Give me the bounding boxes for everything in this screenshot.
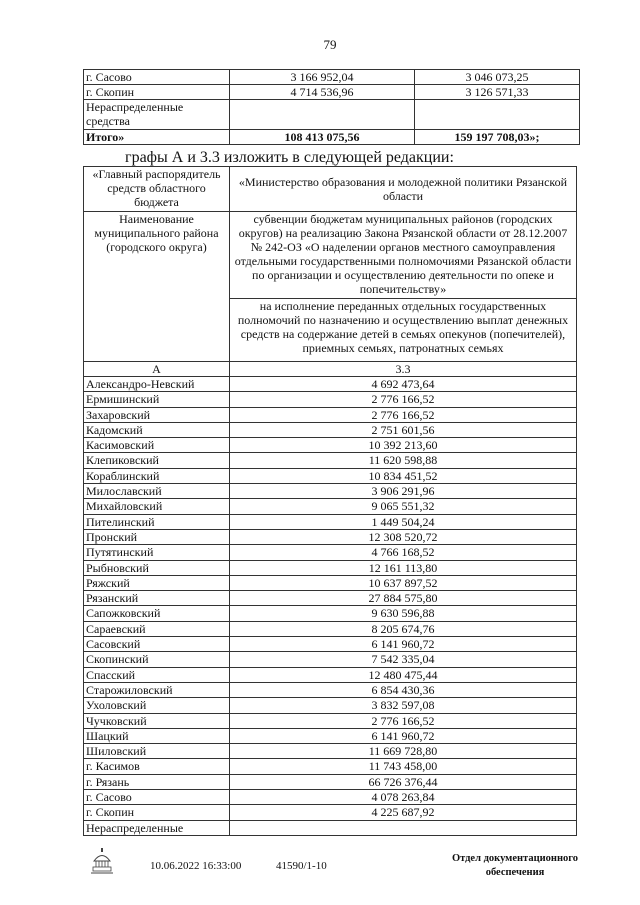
value-1 (230, 100, 415, 130)
subvention-value: 12 161 113,80 (230, 560, 577, 575)
subvention-value: 2 776 166,52 (230, 407, 577, 422)
subvention-value: 1 449 504,24 (230, 514, 577, 529)
subvention-value: 4 692 473,64 (230, 377, 577, 392)
table-row (84, 484, 577, 499)
table-row (84, 652, 577, 667)
district-name: Сараевский (84, 621, 230, 636)
district-name: Рыбновский (84, 560, 230, 575)
district-name: Захаровский (84, 407, 230, 422)
subvention-value: 2 776 166,52 (230, 392, 577, 407)
table-row (84, 713, 577, 728)
value-2 (415, 100, 580, 130)
purpose-text: на исполнение переданных отдельных государственных полномочий по назначению и осуществлению выплат денежных средств на содержание детей в семьях опекунов (попечителей), приемных семьях, патронатных семьях (230, 299, 577, 362)
department-label: Отдел документационного обеспечения (451, 853, 579, 878)
value-2: 3 046 073,25 (415, 70, 580, 85)
value-1: 4 714 536,96 (230, 85, 415, 100)
subvention-text: субвенции бюджетам муниципальных районов (городских округов) на реализацию Закона Рязанской области от 28.12.2007 № 242-ОЗ «О наделении органов местного самоуправления отдельными государственными полномочиями Рязанской области по организации и осуществлению деятельности по опеке и попечительству» (230, 212, 577, 299)
subvention-value: 3 832 597,08 (230, 698, 577, 713)
subvention-value: 8 205 674,76 (230, 621, 577, 636)
totals-table (83, 69, 580, 145)
table-row (84, 70, 580, 85)
district-name: Клепиковский (84, 453, 230, 468)
district-name: Кораблинский (84, 468, 230, 483)
table-row (84, 100, 580, 130)
district-name: Касимовский (84, 438, 230, 453)
col-a-label: А (84, 362, 230, 377)
document-number: 41590/1-10 (276, 860, 327, 872)
total-label: Итого» (84, 130, 230, 145)
table-row (84, 728, 577, 743)
subvention-value: 2 751 601,56 (230, 422, 577, 437)
district-name: Путятинский (84, 545, 230, 560)
subvention-value: 11 669 728,80 (230, 744, 577, 759)
district-name: Шиловский (84, 744, 230, 759)
table-row (84, 805, 577, 820)
subvention-value: 27 884 575,80 (230, 591, 577, 606)
table-row (84, 422, 577, 437)
district-name: Ухоловский (84, 698, 230, 713)
table-row (84, 545, 577, 560)
table-row (84, 377, 577, 392)
district-name: Кадомский (84, 422, 230, 437)
table-row (84, 667, 577, 682)
subvention-value: 4 766 168,52 (230, 545, 577, 560)
value-2: 3 126 571,33 (415, 85, 580, 100)
subvention-value: 10 637 897,52 (230, 575, 577, 590)
header-right: «Министерство образования и молодежной политики Рязанской области (230, 167, 577, 212)
table-row (84, 682, 577, 697)
district-name: Пронский (84, 529, 230, 544)
page-number: 79 (323, 37, 337, 52)
table-row (84, 392, 577, 407)
table-row (84, 529, 577, 544)
district-name: г. Скопин (84, 85, 230, 100)
table-row (84, 560, 577, 575)
subvention-value: 10 834 451,52 (230, 468, 577, 483)
table-row (84, 453, 577, 468)
subvention-value: 10 392 213,60 (230, 438, 577, 453)
table-row (84, 759, 577, 774)
value-1: 3 166 952,04 (230, 70, 415, 85)
subvention-row (84, 212, 577, 299)
table-row (84, 606, 577, 621)
table-row (84, 438, 577, 453)
district-name: Александро-Невский (84, 377, 230, 392)
total-row (84, 130, 580, 145)
subvention-value: 4 225 687,92 (230, 805, 577, 820)
subvention-value: 6 141 960,72 (230, 637, 577, 652)
table-row (84, 698, 577, 713)
district-name: Старожиловский (84, 682, 230, 697)
district-name: Пителинский (84, 514, 230, 529)
subvention-value: 12 308 520,72 (230, 529, 577, 544)
district-name: Михайловский (84, 499, 230, 514)
district-name: г. Скопин (84, 805, 230, 820)
subvention-value: 12 480 475,44 (230, 667, 577, 682)
district-name: г. Сасово (84, 70, 230, 85)
table-row (84, 514, 577, 529)
timestamp: 10.06.2022 16:33:00 (150, 860, 242, 872)
district-name: Ермишинский (84, 392, 230, 407)
district-name: г. Рязань (84, 774, 230, 789)
district-name: г. Касимов (84, 759, 230, 774)
header-row (84, 167, 577, 212)
table-row (84, 790, 577, 805)
name-header: Наименование муниципального района (городского округа) (84, 212, 230, 362)
district-name: Сапожковский (84, 606, 230, 621)
table-row (84, 468, 577, 483)
table-row (84, 820, 577, 835)
duma-logo-icon (90, 848, 114, 874)
subvention-value: 66 726 376,44 (230, 774, 577, 789)
table-row (84, 575, 577, 590)
table-row (84, 591, 577, 606)
subvention-value: 11 620 598,88 (230, 453, 577, 468)
subvention-value: 7 542 335,04 (230, 652, 577, 667)
amendment-paragraph: графы А и 3.3 изложить в следующей редакции: (125, 149, 454, 166)
subvention-value: 4 078 263,84 (230, 790, 577, 805)
table-row (84, 621, 577, 636)
district-name: Милославский (84, 484, 230, 499)
subvention-value (230, 820, 577, 835)
col-33-label: 3.3 (230, 362, 577, 377)
table-row (84, 744, 577, 759)
subvention-value: 11 743 458,00 (230, 759, 577, 774)
subvention-value: 6 141 960,72 (230, 728, 577, 743)
subvention-value: 6 854 430,36 (230, 682, 577, 697)
header-left: «Главный распорядитель средств областного бюджета (84, 167, 230, 212)
district-name: г. Сасово (84, 790, 230, 805)
district-name: Нераспределенные (84, 820, 230, 835)
district-name: Рязанский (84, 591, 230, 606)
column-index-row (84, 362, 577, 377)
subvention-table (83, 166, 577, 836)
district-name: Шацкий (84, 728, 230, 743)
table-row (84, 637, 577, 652)
table-row (84, 499, 577, 514)
total-value-1: 108 413 075,56 (230, 130, 415, 145)
table-row (84, 85, 580, 100)
district-name: Нераспределенные средства (84, 100, 230, 130)
subvention-value: 3 906 291,96 (230, 484, 577, 499)
subvention-value: 2 776 166,52 (230, 713, 577, 728)
table-row (84, 774, 577, 789)
subvention-value: 9 630 596,88 (230, 606, 577, 621)
subvention-value: 9 065 551,32 (230, 499, 577, 514)
total-value-2: 159 197 708,03»; (415, 130, 580, 145)
district-name: Сасовский (84, 637, 230, 652)
district-name: Ряжский (84, 575, 230, 590)
district-name: Чучковский (84, 713, 230, 728)
district-name: Спасский (84, 667, 230, 682)
table-row (84, 407, 577, 422)
district-name: Скопинский (84, 652, 230, 667)
